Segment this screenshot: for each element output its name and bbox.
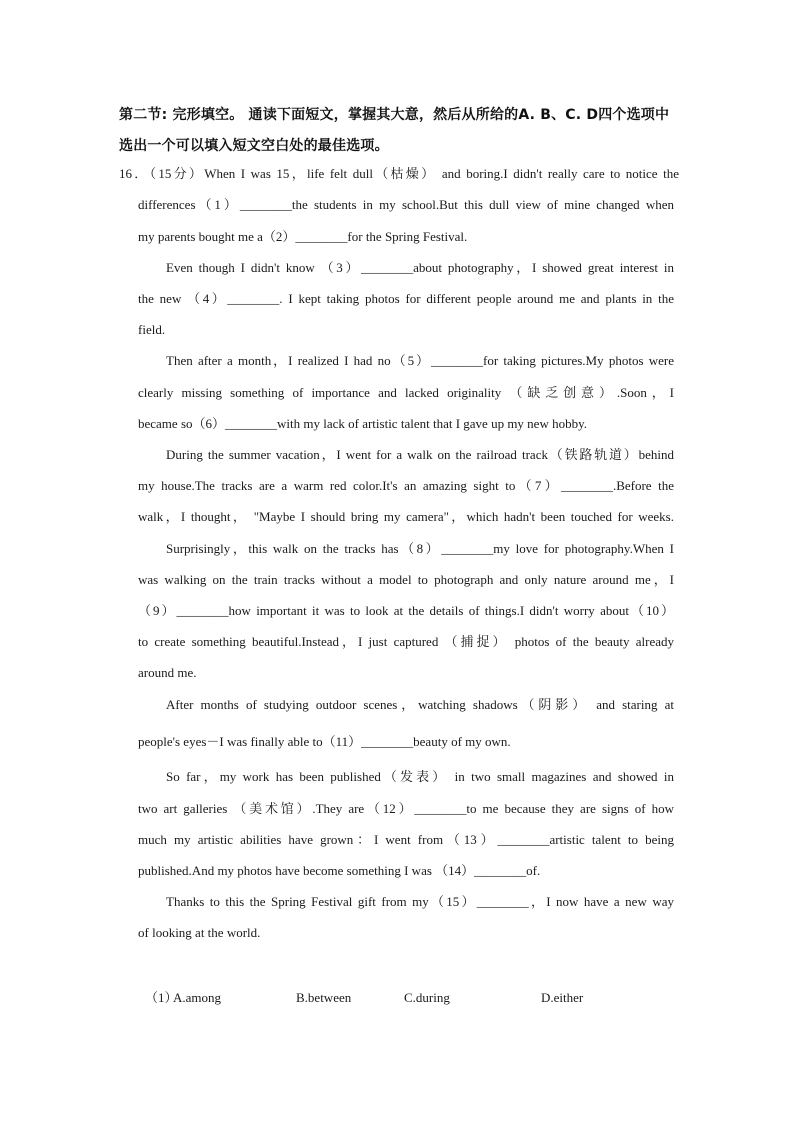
- passage-line: two art galleries （美术馆）.They are（12）________to me because they are signs of how: [138, 801, 674, 816]
- passage-line: around me.: [138, 665, 197, 680]
- option-d[interactable]: D.either: [541, 990, 584, 1005]
- passage-line: So far，my work has been published（发表） in two small magazines and showed in: [166, 769, 674, 784]
- passage-line: Surprisingly，this walk on the tracks has（8）________my love for photography.When I: [166, 541, 674, 556]
- passage-line: Then after a month，I realized I had no（5）________for taking pictures.My photos were: [166, 353, 674, 368]
- passage-line: （9）________how important it was to look at the details of things.I didn't worry about（10）: [138, 603, 674, 618]
- passage-line: the new （4）________. I kept taking photos for different people around me and plants in the: [138, 291, 674, 306]
- section-heading: 第二节: 完形填空。 通读下面短文，掌握其大意，然后从所给的A. B、C. D四个选项中选出一个可以填入短文空白处的最佳选项。: [119, 107, 670, 154]
- passage-line: my parents bought me a（2）________for the Spring Festival.: [138, 229, 468, 244]
- passage-line: was walking on the train tracks without a model to photograph and only nature around me，I: [138, 572, 674, 587]
- passage-line: became so（6）________with my lack of artistic talent that I gave up my new hobby.: [138, 416, 587, 431]
- question-16-head: 16．（15分）When I was 15，life felt dull（枯燥） and boring.I didn't really care to notice the: [119, 166, 679, 181]
- option-b[interactable]: B.between: [296, 990, 352, 1005]
- option-c[interactable]: C.during: [404, 990, 450, 1005]
- passage-line: people's eyes－I was finally able to（11）________beauty of my own.: [138, 734, 511, 749]
- option-number: （1）: [145, 990, 178, 1005]
- passage-line: Thanks to this the Spring Festival gift from my（15）________，I now have a new way: [166, 894, 674, 909]
- passage-line: published.And my photos have become something I was （14）________of.: [138, 863, 541, 878]
- passage-line: my house.The tracks are a warm red color.It's an amazing sight to（7）________.Before the: [138, 478, 674, 493]
- passage-line: differences（1）________the students in my school.But this dull view of mine changed when: [138, 197, 674, 212]
- passage-line: field.: [138, 322, 166, 337]
- passage-line: After months of studying outdoor scenes，watching shadows（阴影） and staring at: [166, 697, 674, 712]
- passage-line: walk，I thought， "Maybe I should bring my camera"，which hadn't been touched for weeks.: [138, 509, 674, 524]
- passage-line: During the summer vacation，I went for a walk on the railroad track（铁路轨道）behind: [166, 447, 674, 462]
- option-a[interactable]: A.among: [173, 990, 222, 1005]
- passage-line: clearly missing something of importance and lacked originality （缺乏创意）.Soon，I: [138, 385, 674, 400]
- passage-line: of looking at the world.: [138, 925, 261, 940]
- passage-line: Even though I didn't know （3）________about photography，I showed great interest in: [166, 260, 674, 275]
- passage-line: much my artistic abilities have grown：I went from（13）________artistic talent to being: [138, 832, 674, 847]
- passage-line: to create something beautiful.Instead，I just captured （捕捉） photos of the beauty already: [138, 634, 674, 649]
